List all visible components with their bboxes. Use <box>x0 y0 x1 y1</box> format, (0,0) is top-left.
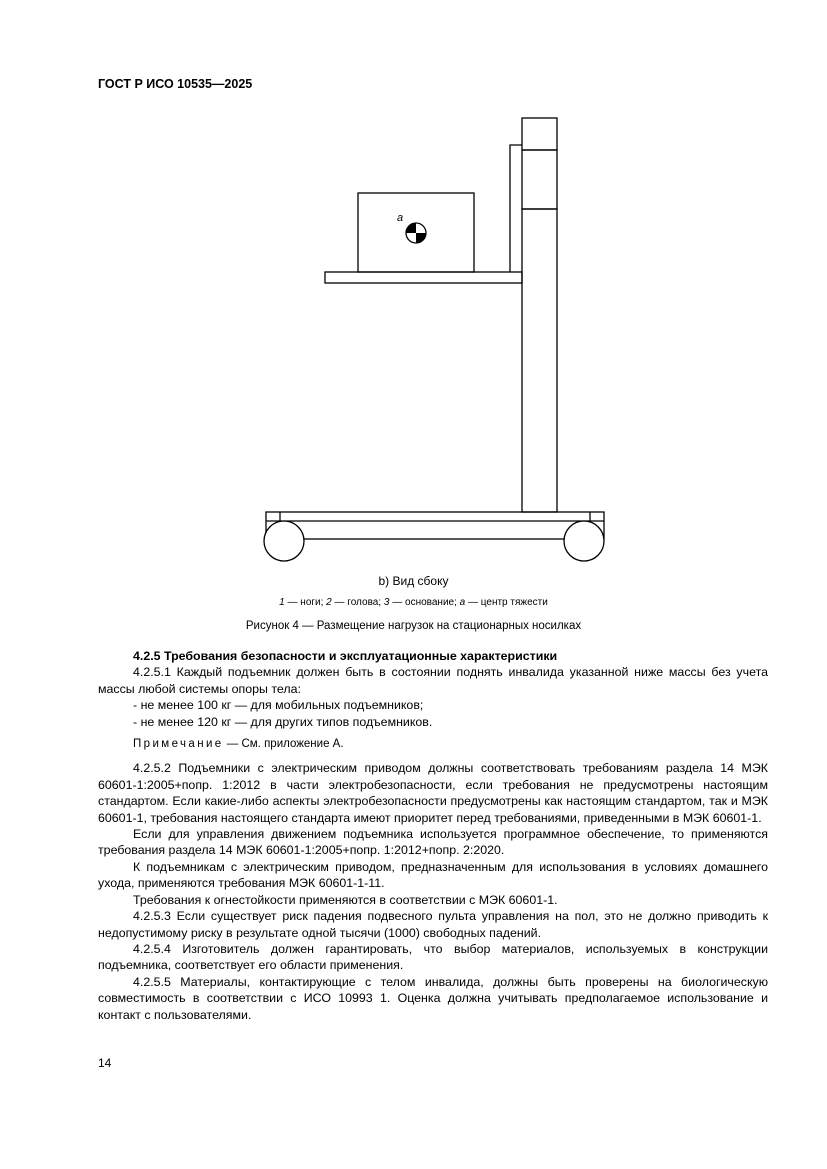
paragraph-home-care: К подъемникам с электрическим приводом, предназначенным для использования в условиях домашнего ухода, применяются требования МЭК 60601-1-11. <box>98 859 768 891</box>
paragraph-4-2-5-3: 4.2.5.3 Если существует риск падения подвесного пульта управления на пол, это не должно приводить к недопустимому риску в результате одной тысячи (1000) свободных падений. <box>98 909 768 940</box>
legend-desc-3: — основание; <box>389 597 460 608</box>
legend-key-a: а <box>459 597 466 608</box>
paragraph-4-2-5-5: 4.2.5.5 Материалы, контактирующие с телом инвалида, должны быть проверены на биологическую совместимость в соответствии с ИСО 10993 1. Оценка должна учитывать предполагаемое использование и контакт с пользователями. <box>98 974 768 1022</box>
list-item: - не менее 120 кг — для других типов подъемников. <box>133 714 433 729</box>
document-header: ГОСТ Р ИСО 10535—2025 <box>98 77 253 91</box>
stretcher-platform <box>325 272 522 283</box>
base-frame <box>266 512 604 539</box>
center-of-gravity-label: a <box>397 212 404 224</box>
note-text: — См. приложение А. <box>223 738 344 751</box>
figure-legend <box>0 597 827 608</box>
legend-key-3: 3 <box>383 597 390 608</box>
column-top-section <box>522 118 557 150</box>
page-number: 14 <box>98 1056 112 1070</box>
center-of-gravity-icon <box>406 223 426 243</box>
column-upper-section <box>522 150 557 209</box>
stretcher-side-view-figure <box>0 0 827 580</box>
backrest-strip <box>510 145 522 272</box>
list-item: - не менее 100 кг — для мобильных подъемников; <box>133 698 424 713</box>
column-lower-section <box>522 209 557 512</box>
paragraph-4-2-5-4: 4.2.5.4 Изготовитель должен гарантировать, что выбор материалов, используемых в конструкции подъемника, соответствует его области применения. <box>98 941 768 973</box>
document-body <box>98 648 768 1023</box>
paragraph-fire: Требования к огнестойкости применяются в соответствии с МЭК 60601-1. <box>133 892 558 907</box>
note-label: Примечание <box>133 738 224 751</box>
paragraph-4-2-5-2: 4.2.5.2 Подъемники с электрическим приводом должны соответствовать требованиям раздела 14 МЭК 60601-1:2005+попр. 1:2012 в части электробезопасности, если требования не предусмотрены настоящим стандартом. Если какие-либо аспекты электробезопасности предусмотрены как настоящим стандартом, так и МЭК 60601-1, требования настоящего стандарта имеют приоритет перед требованиями, приведенными в МЭК 60601-1. <box>98 761 768 825</box>
left-wheel <box>264 521 304 561</box>
paragraph-4-2-5-1: 4.2.5.1 Каждый подъемник должен быть в состоянии поднять инвалида указанной ниже массы без учета массы любой системы опоры тела: <box>98 665 768 696</box>
legend-desc-a: — центр тяжести <box>465 597 548 608</box>
paragraph-software: Если для управления движением подъемника используется программное обеспечение, то применяются требования раздела 14 МЭК 60601-1:2005+попр. 1:2012+попр. 2:2020. <box>98 827 768 858</box>
legend-key-2: 2 <box>326 597 332 608</box>
legend-desc-2: — голова; <box>331 597 384 608</box>
right-wheel <box>564 521 604 561</box>
section-heading: 4.2.5 Требования безопасности и эксплуатационные характеристики <box>133 649 558 663</box>
subfigure-caption: b) Вид сбоку <box>378 574 449 588</box>
figure-title: Рисунок 4 — Размещение нагрузок на стационарных носилках <box>245 620 582 632</box>
legend-desc-1: — ноги; <box>284 597 327 608</box>
note <box>98 736 768 752</box>
legend-key-1: 1 <box>279 597 285 608</box>
